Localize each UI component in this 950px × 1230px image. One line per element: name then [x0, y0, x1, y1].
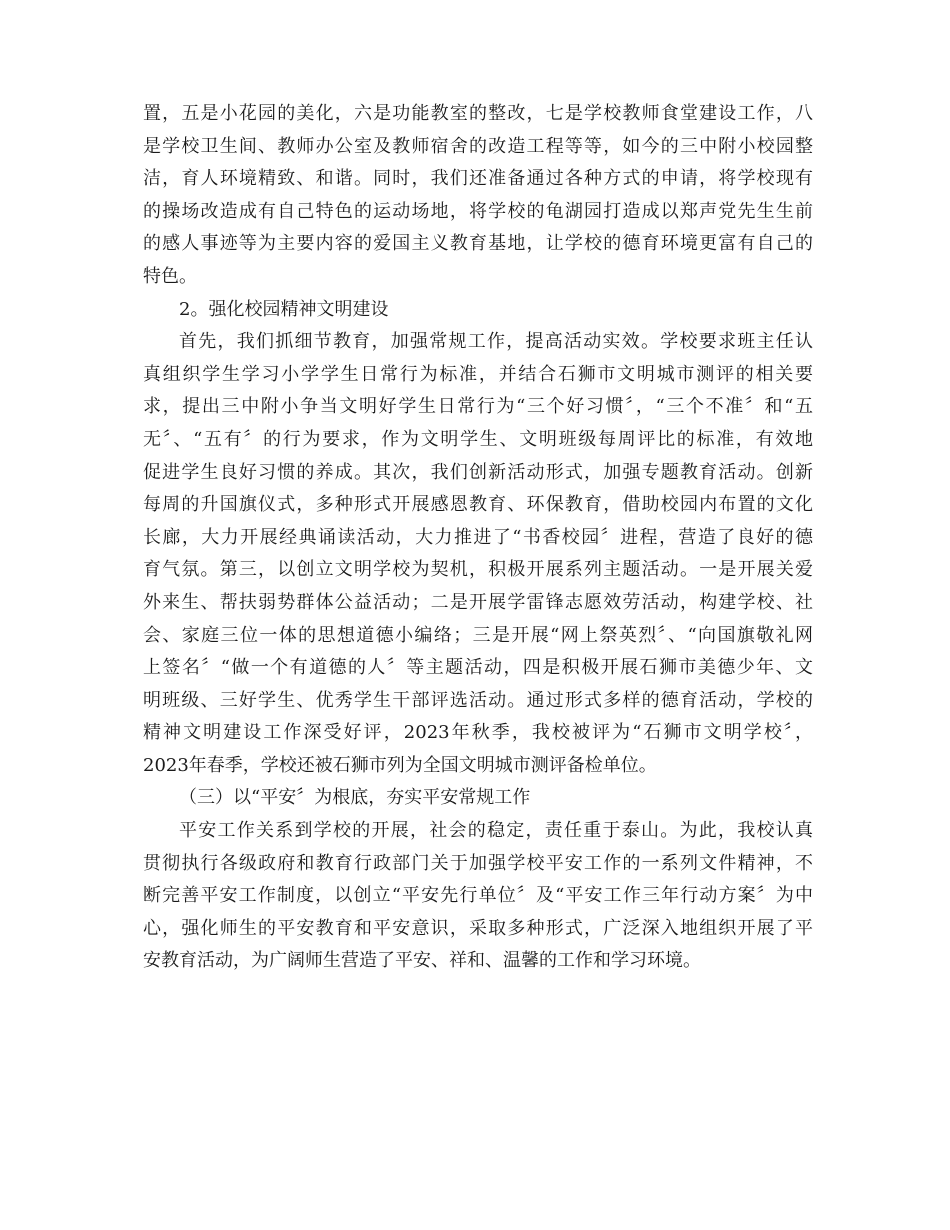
text-line: 的操场改造成有自己特色的运动场地，将学校的龟湖园打造成以郑声党先生生前	[143, 200, 813, 222]
text-line: 长廊，大力开展经典诵读活动，大力推进了“书香校园〞进程，营造了良好的德	[143, 526, 813, 548]
text-line: 断完善平安工作制度，以创立“平安先行单位〞及“平安工作三年行动方案〞为中	[143, 885, 813, 907]
text-line: 外来生、帮扶弱势群体公益活动；二是开展学雷锋志愿效劳活动，构建学校、社	[143, 591, 813, 613]
text-line: 无〞、“五有〞的行为要求，作为文明学生、文明班级每周评比的标准，有效地	[143, 428, 813, 450]
text-line: 安教育活动，为广阔师生营造了平安、祥和、温馨的工作和学习环境。	[143, 950, 701, 972]
text-line: 促进学生良好习惯的养成。其次，我们创新活动形式，加强专题教育活动。创新	[143, 461, 813, 483]
text-line: （三）以“平安〞为根底，夯实平安常规工作	[179, 787, 531, 809]
text-line: 求，提出三中附小争当文明好学生日常行为“三个好习惯〞，“三个不准〞和“五	[143, 396, 813, 418]
text-line: 特色。	[143, 265, 197, 287]
text-line: 的感人事迹等为主要内容的爱国主义教育基地，让学校的德育环境更富有自己的	[143, 233, 813, 255]
text-line: 精神文明建设工作深受好评，2023年秋季，我校被评为“石狮市文明学校〞，	[143, 722, 813, 744]
text-line: 真组织学生学习小学学生日常行为标准，并结合石狮市文明城市测评的相关要	[143, 363, 813, 385]
text-line: 洁，育人环境精致、和谐。同时，我们还准备通过各种方式的申请，将学校现有	[143, 168, 813, 190]
text-line: 2。强化校园精神文明建设	[179, 298, 389, 320]
text-line: 明班级、三好学生、优秀学生干部评选活动。通过形式多样的德育活动，学校的	[143, 689, 813, 711]
text-line: 首先，我们抓细节教育，加强常规工作，提高活动实效。学校要求班主任认	[179, 331, 813, 353]
text-line: 每周的升国旗仪式，多种形式开展感恩教育、环保教育，借助校园内布置的文化	[143, 494, 813, 516]
text-line: 心，强化师生的平安教育和平安意识，采取多种形式，广泛深入地组织开展了平	[143, 917, 813, 939]
text-line: 置，五是小花园的美化，六是功能教室的整改，七是学校教师食堂建设工作，八	[143, 103, 813, 124]
text-line: 2023年春季，学校还被石狮市列为全国文明城市测评备检单位。	[143, 754, 657, 776]
text-line: 会、家庭三位一体的思想道德小编络；三是开展“网上祭英烈〞、“向国旗敬礼网	[143, 624, 813, 646]
text-line: 上签名〞“做一个有道德的人〞等主题活动，四是积极开展石狮市美德少年、文	[143, 657, 813, 679]
document-body	[143, 98, 813, 978]
text-line: 育气氛。第三，以创立文明学校为契机，积极开展系列主题活动。一是开展关爱	[143, 559, 813, 581]
text-line: 贯彻执行各级政府和教育行政部门关于加强学校平安工作的一系列文件精神，不	[143, 852, 813, 874]
text-line: 是学校卫生间、教师办公室及教师宿舍的改造工程等等，如今的三中附小校园整	[143, 135, 813, 157]
text-line: 平安工作关系到学校的开展，社会的稳定，责任重于泰山。为此，我校认真	[179, 820, 813, 842]
